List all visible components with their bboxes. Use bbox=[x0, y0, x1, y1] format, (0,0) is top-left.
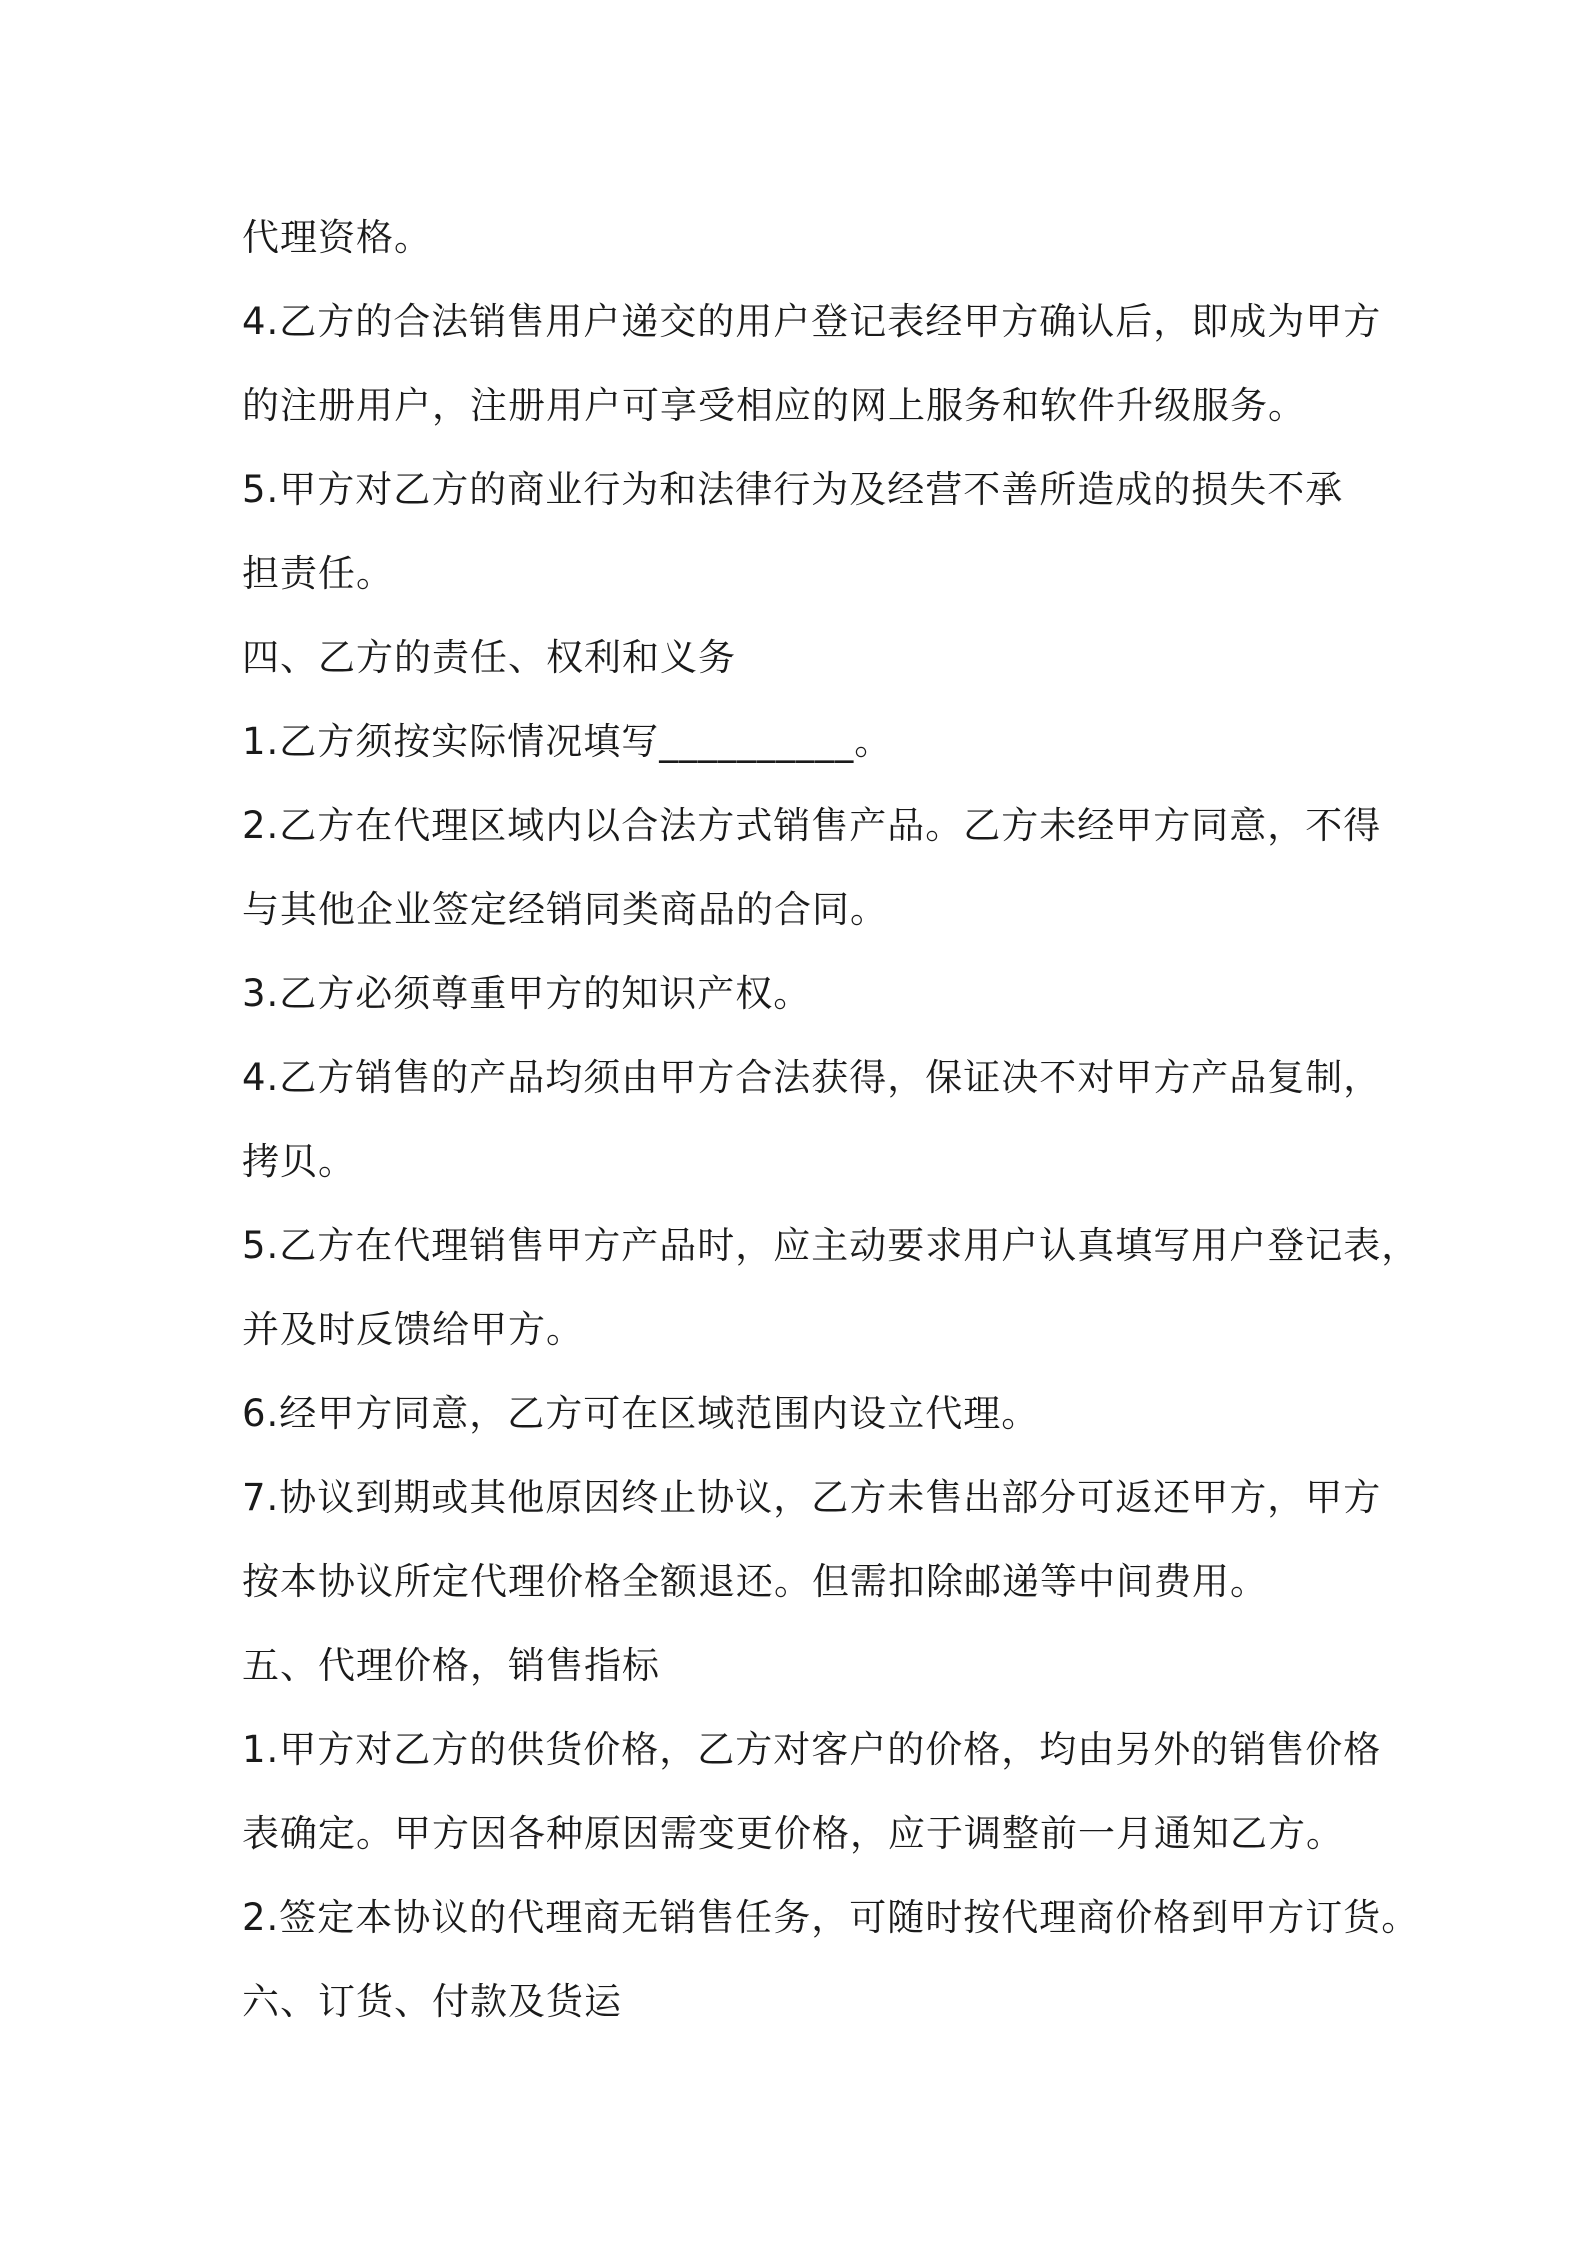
paragraph-line: 5.甲方对乙方的商业行为和法律行为及经营不善所造成的损失不承 bbox=[242, 468, 1344, 511]
paragraph-line: 4.乙方的合法销售用户递交的用户登记表经甲方确认后，即成为甲方 bbox=[242, 300, 1382, 343]
section-heading: 六、订货、付款及货运 bbox=[242, 1980, 622, 2023]
paragraph-line: 4.乙方销售的产品均须由甲方合法获得，保证决不对甲方产品复制， bbox=[242, 1056, 1382, 1099]
paragraph-line: 2.签定本协议的代理商无销售任务，可随时按代理商价格到甲方订货。 bbox=[242, 1896, 1420, 1939]
paragraph-line: 3.乙方必须尊重甲方的知识产权。 bbox=[242, 972, 812, 1015]
paragraph-line: 5.乙方在代理销售甲方产品时，应主动要求用户认真填写用户登记表， bbox=[242, 1224, 1420, 1267]
paragraph-line: 2.乙方在代理区域内以合法方式销售产品。乙方未经甲方同意，不得 bbox=[242, 804, 1382, 847]
paragraph-line: 担责任。 bbox=[242, 552, 394, 595]
paragraph-line: 1.甲方对乙方的供货价格，乙方对客户的价格，均由另外的销售价格 bbox=[242, 1728, 1382, 1771]
paragraph-line: 拷贝。 bbox=[242, 1140, 356, 1183]
paragraph-line: 的注册用户，注册用户可享受相应的网上服务和软件升级服务。 bbox=[242, 384, 1306, 427]
document-body bbox=[242, 196, 1420, 2044]
paragraph-line: 6.经甲方同意，乙方可在区域范围内设立代理。 bbox=[242, 1392, 1040, 1435]
paragraph-line: 7.协议到期或其他原因终止协议，乙方未售出部分可返还甲方，甲方 bbox=[242, 1476, 1382, 1519]
paragraph-line: 按本协议所定代理价格全额退还。但需扣除邮递等中间费用。 bbox=[242, 1560, 1268, 1603]
paragraph-line: 表确定。甲方因各种原因需变更价格，应于调整前一月通知乙方。 bbox=[242, 1812, 1344, 1855]
paragraph-line: 并及时反馈给甲方。 bbox=[242, 1308, 584, 1351]
section-heading: 五、代理价格，销售指标 bbox=[242, 1644, 660, 1687]
section-heading: 四、乙方的责任、权利和义务 bbox=[242, 636, 736, 679]
paragraph-line: 1.乙方须按实际情况填写__________。 bbox=[242, 720, 893, 763]
paragraph-line: 与其他企业签定经销同类商品的合同。 bbox=[242, 888, 888, 931]
paragraph-line: 代理资格。 bbox=[242, 216, 432, 259]
